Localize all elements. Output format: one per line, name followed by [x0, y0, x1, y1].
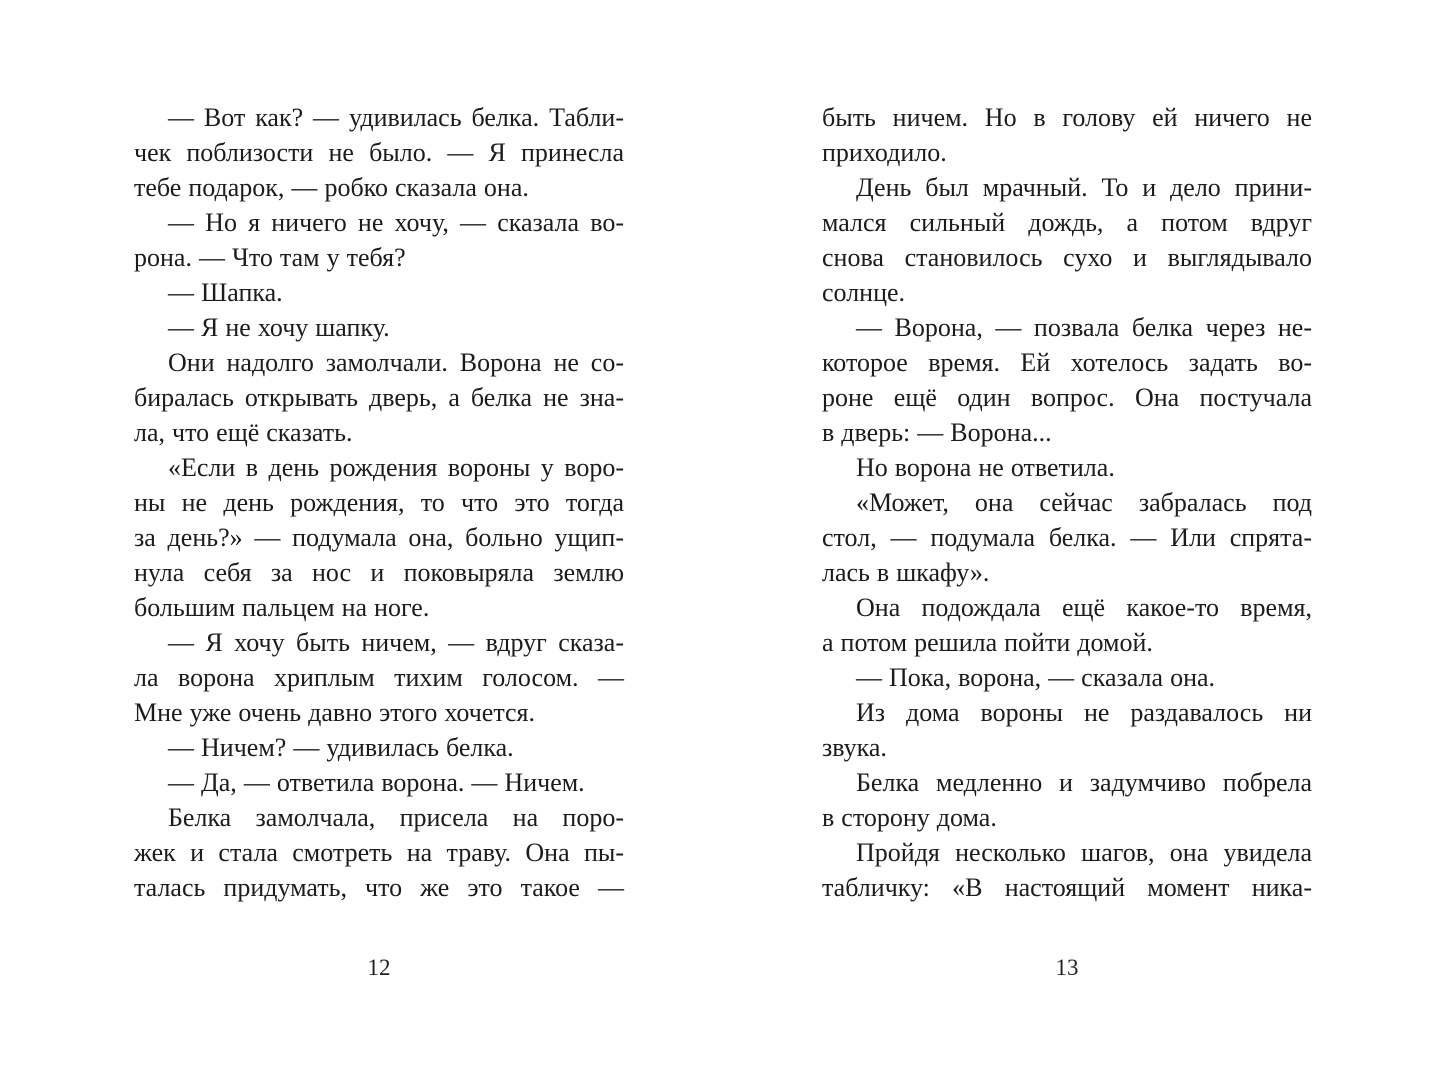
text-line: — Ворона, — позвала белка через не- — [856, 313, 1312, 342]
text-line: табличку: «В настоящий момент ника- — [822, 873, 1312, 902]
text-line: большим пальцем на ноге. — [134, 593, 430, 622]
text-line: снова становилось сухо и выглядывало — [822, 243, 1312, 272]
text-line: Белка замолчала, присела на поро- — [168, 803, 624, 832]
text-line: ны не день рождения, то что это тогда — [134, 488, 624, 517]
text-line: за день?» — подумала она, больно ущип- — [134, 523, 624, 552]
text-line: — Вот как? — удивилась белка. Табли- — [168, 103, 624, 132]
text-line: рона. — Что там у тебя? — [134, 243, 406, 272]
text-line: солнце. — [822, 278, 906, 307]
text-line: — Я не хочу шапку. — [168, 313, 390, 342]
text-line: стол, — подумала белка. — Или спрята- — [822, 523, 1312, 552]
text-line: — Шапка. — [168, 278, 283, 307]
text-line: роне ещё один вопрос. Она постучала — [822, 383, 1312, 412]
text-line: в сторону дома. — [822, 803, 997, 832]
text-line: ла, что ещё сказать. — [134, 418, 353, 447]
text-line: талась придумать, что же это такое — — [134, 873, 624, 902]
text-line: а потом решила пойти домой. — [822, 628, 1153, 657]
text-line: которое время. Ей хотелось задать во- — [822, 348, 1312, 377]
text-line: тебе подарок, — робко сказала она. — [134, 173, 529, 202]
text-line: звука. — [822, 733, 887, 762]
text-line: — Ничем? — удивилась белка. — [168, 733, 514, 762]
page-number-left: 12 — [367, 955, 391, 980]
text-line: Пройдя несколько шагов, она увидела — [856, 838, 1312, 867]
text-line: — Но я ничего не хочу, — сказала во- — [168, 208, 624, 237]
text-line: приходило. — [822, 138, 947, 167]
text-line: День был мрачный. То и дело прини- — [856, 173, 1312, 202]
text-line: быть ничем. Но в голову ей ничего не — [822, 103, 1312, 132]
text-line: — Пока, ворона, — сказала она. — [856, 663, 1216, 692]
text-line: в дверь: — Ворона... — [822, 418, 1052, 447]
text-line: мался сильный дождь, а потом вдруг — [822, 208, 1312, 237]
text-line: Из дома вороны не раздавалось ни — [856, 698, 1312, 727]
text-line: Мне уже очень давно этого хочется. — [134, 698, 535, 727]
text-line: лась в шкафу». — [822, 558, 990, 587]
text-line: «Если в день рождения вороны у воро- — [168, 453, 624, 482]
text-line: ла ворона хриплым тихим голосом. — — [134, 663, 624, 692]
text-line: биралась открывать дверь, а белка не зна- — [134, 383, 624, 412]
text-line: Белка медленно и задумчиво побрела — [856, 768, 1312, 797]
text-line: Но ворона не ответила. — [856, 453, 1115, 482]
text-line: Она подождала ещё какое-то время, — [856, 593, 1312, 622]
text-line: — Я хочу быть ничем, — вдруг сказа- — [168, 628, 624, 657]
page-13-text — [822, 100, 1312, 905]
text-line: «Может, она сейчас забралась под — [856, 488, 1312, 517]
text-line: Они надолго замолчали. Ворона не со- — [168, 348, 624, 377]
page-12-text — [134, 100, 624, 905]
text-line: нула себя за нос и поковыряла землю — [134, 558, 624, 587]
page-number-right: 13 — [1055, 955, 1079, 980]
text-line: чек поблизости не было. — Я принесла — [134, 138, 624, 167]
text-line: жек и стала смотреть на траву. Она пы- — [134, 838, 624, 867]
text-line: — Да, — ответила ворона. — Ничем. — [168, 768, 585, 797]
